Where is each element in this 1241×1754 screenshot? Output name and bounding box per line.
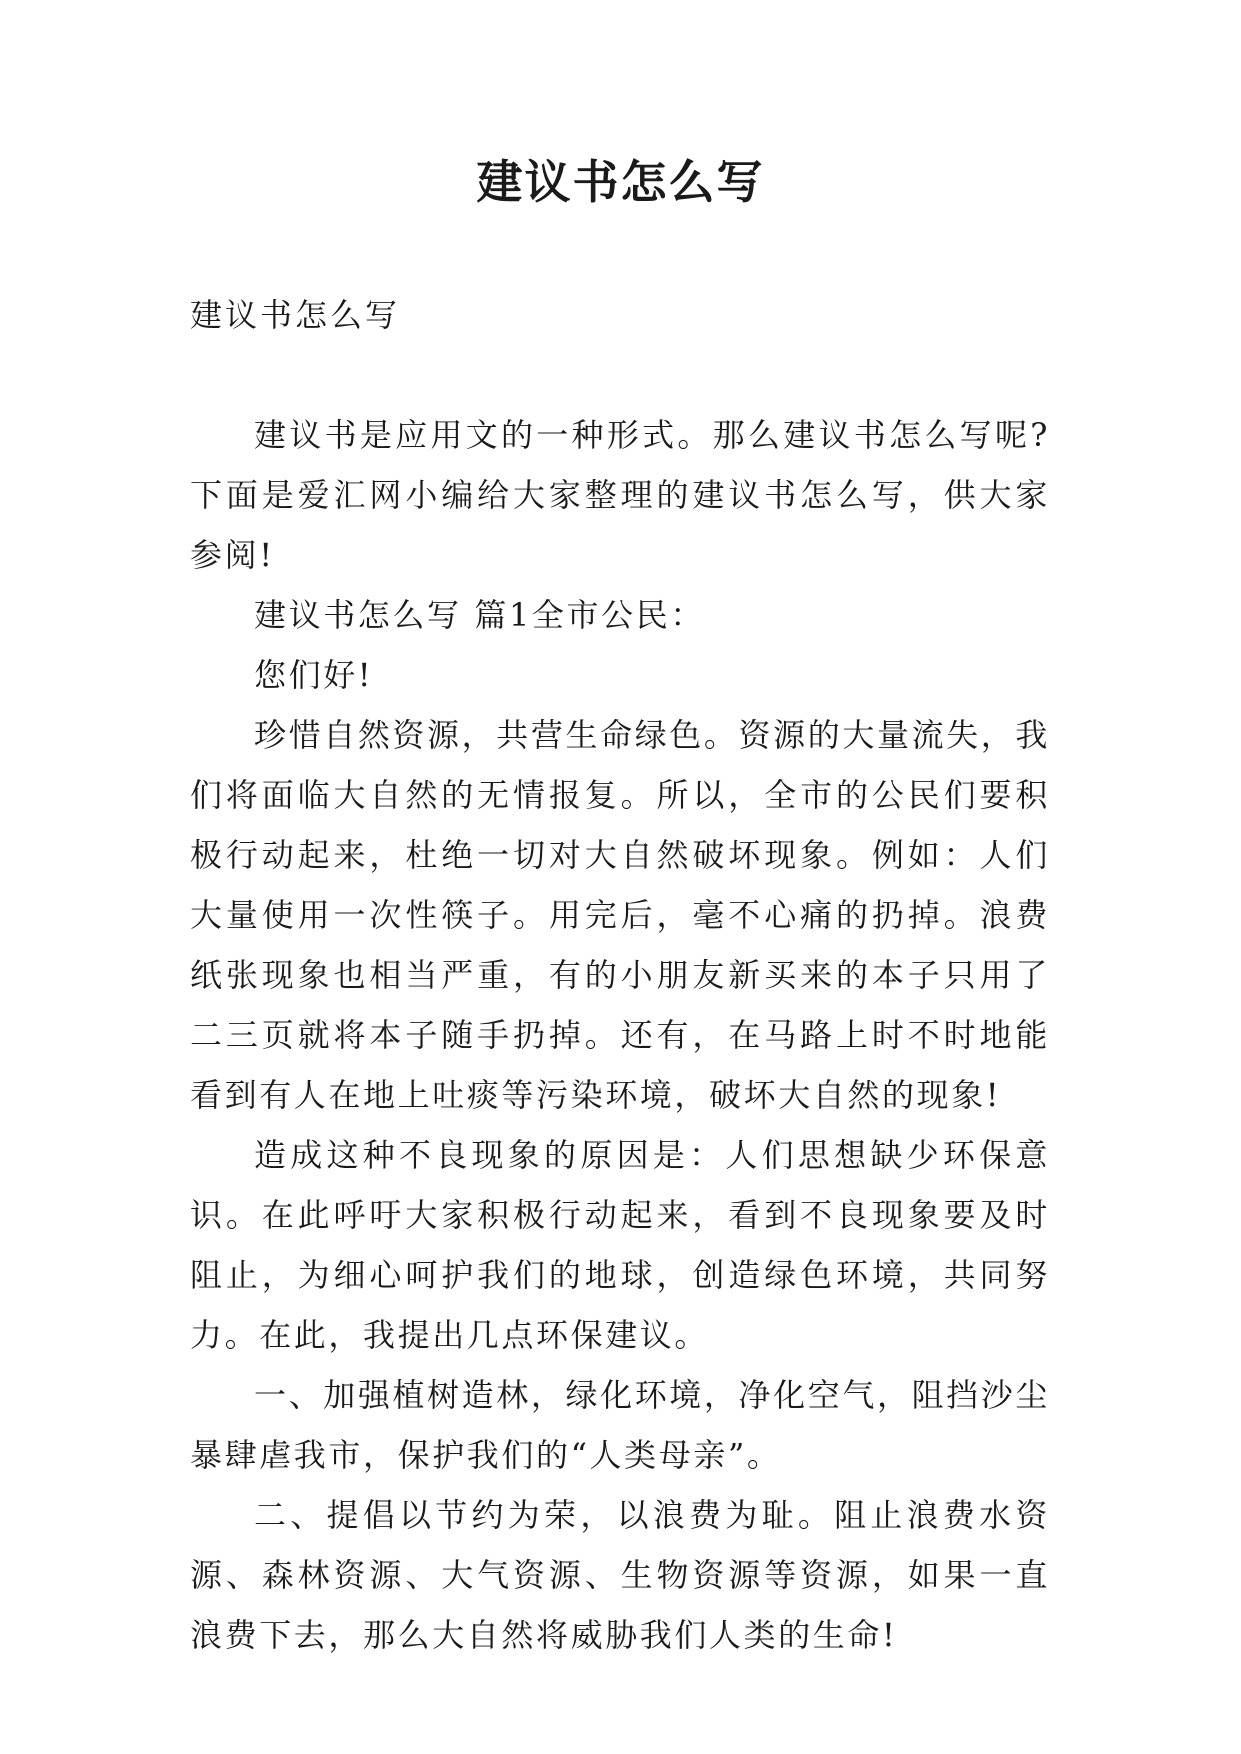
document-subtitle: 建议书怎么写 bbox=[190, 296, 401, 334]
paragraph-heading-salutation: 建议书怎么写 篇1全市公民： bbox=[254, 596, 705, 634]
paragraph-body-2: 造成这种不良现象的原因是：人们思想缺少环保意识。在此呼吁大家积极行动起来，看到不良现象要及时阻止，为细心呵护我们的地球，创造绿色环境，共同努力。在此，我提出几点环保建议。 bbox=[190, 1136, 1050, 1354]
paragraph-intro: 建议书是应用文的一种形式。那么建议书怎么写呢?下面是爱汇网小编给大家整理的建议书怎么写，供大家参阅! bbox=[190, 416, 1050, 574]
page-title: 建议书怎么写 bbox=[476, 155, 765, 209]
paragraph-greeting: 您们好! bbox=[254, 656, 374, 694]
paragraph-suggestion-1: 一、加强植树造林，绿化环境，净化空气，阻挡沙尘暴肆虐我市，保护我们的“人类母亲”。 bbox=[190, 1376, 1050, 1474]
paragraph-suggestion-2: 二、提倡以节约为荣，以浪费为耻。阻止浪费水资源、森林资源、大气资源、生物资源等资源，如果一直浪费下去，那么大自然将威胁我们人类的生命! bbox=[190, 1496, 1050, 1654]
paragraph-body-1: 珍惜自然资源，共营生命绿色。资源的大量流失，我们将面临大自然的无情报复。所以，全市的公民们要积极行动起来，杜绝一切对大自然破坏现象。例如：人们大量使用一次性筷子。用完后，毫不心痛的扔掉。浪费纸张现象也相当严重，有的小朋友新买来的本子只用了二三页就将本子随手扔掉。还有，在马路上时不时地能看到有人在地上吐痰等污染环境，破坏大自然的现象! bbox=[190, 716, 1050, 1114]
document-body bbox=[190, 405, 1050, 1665]
